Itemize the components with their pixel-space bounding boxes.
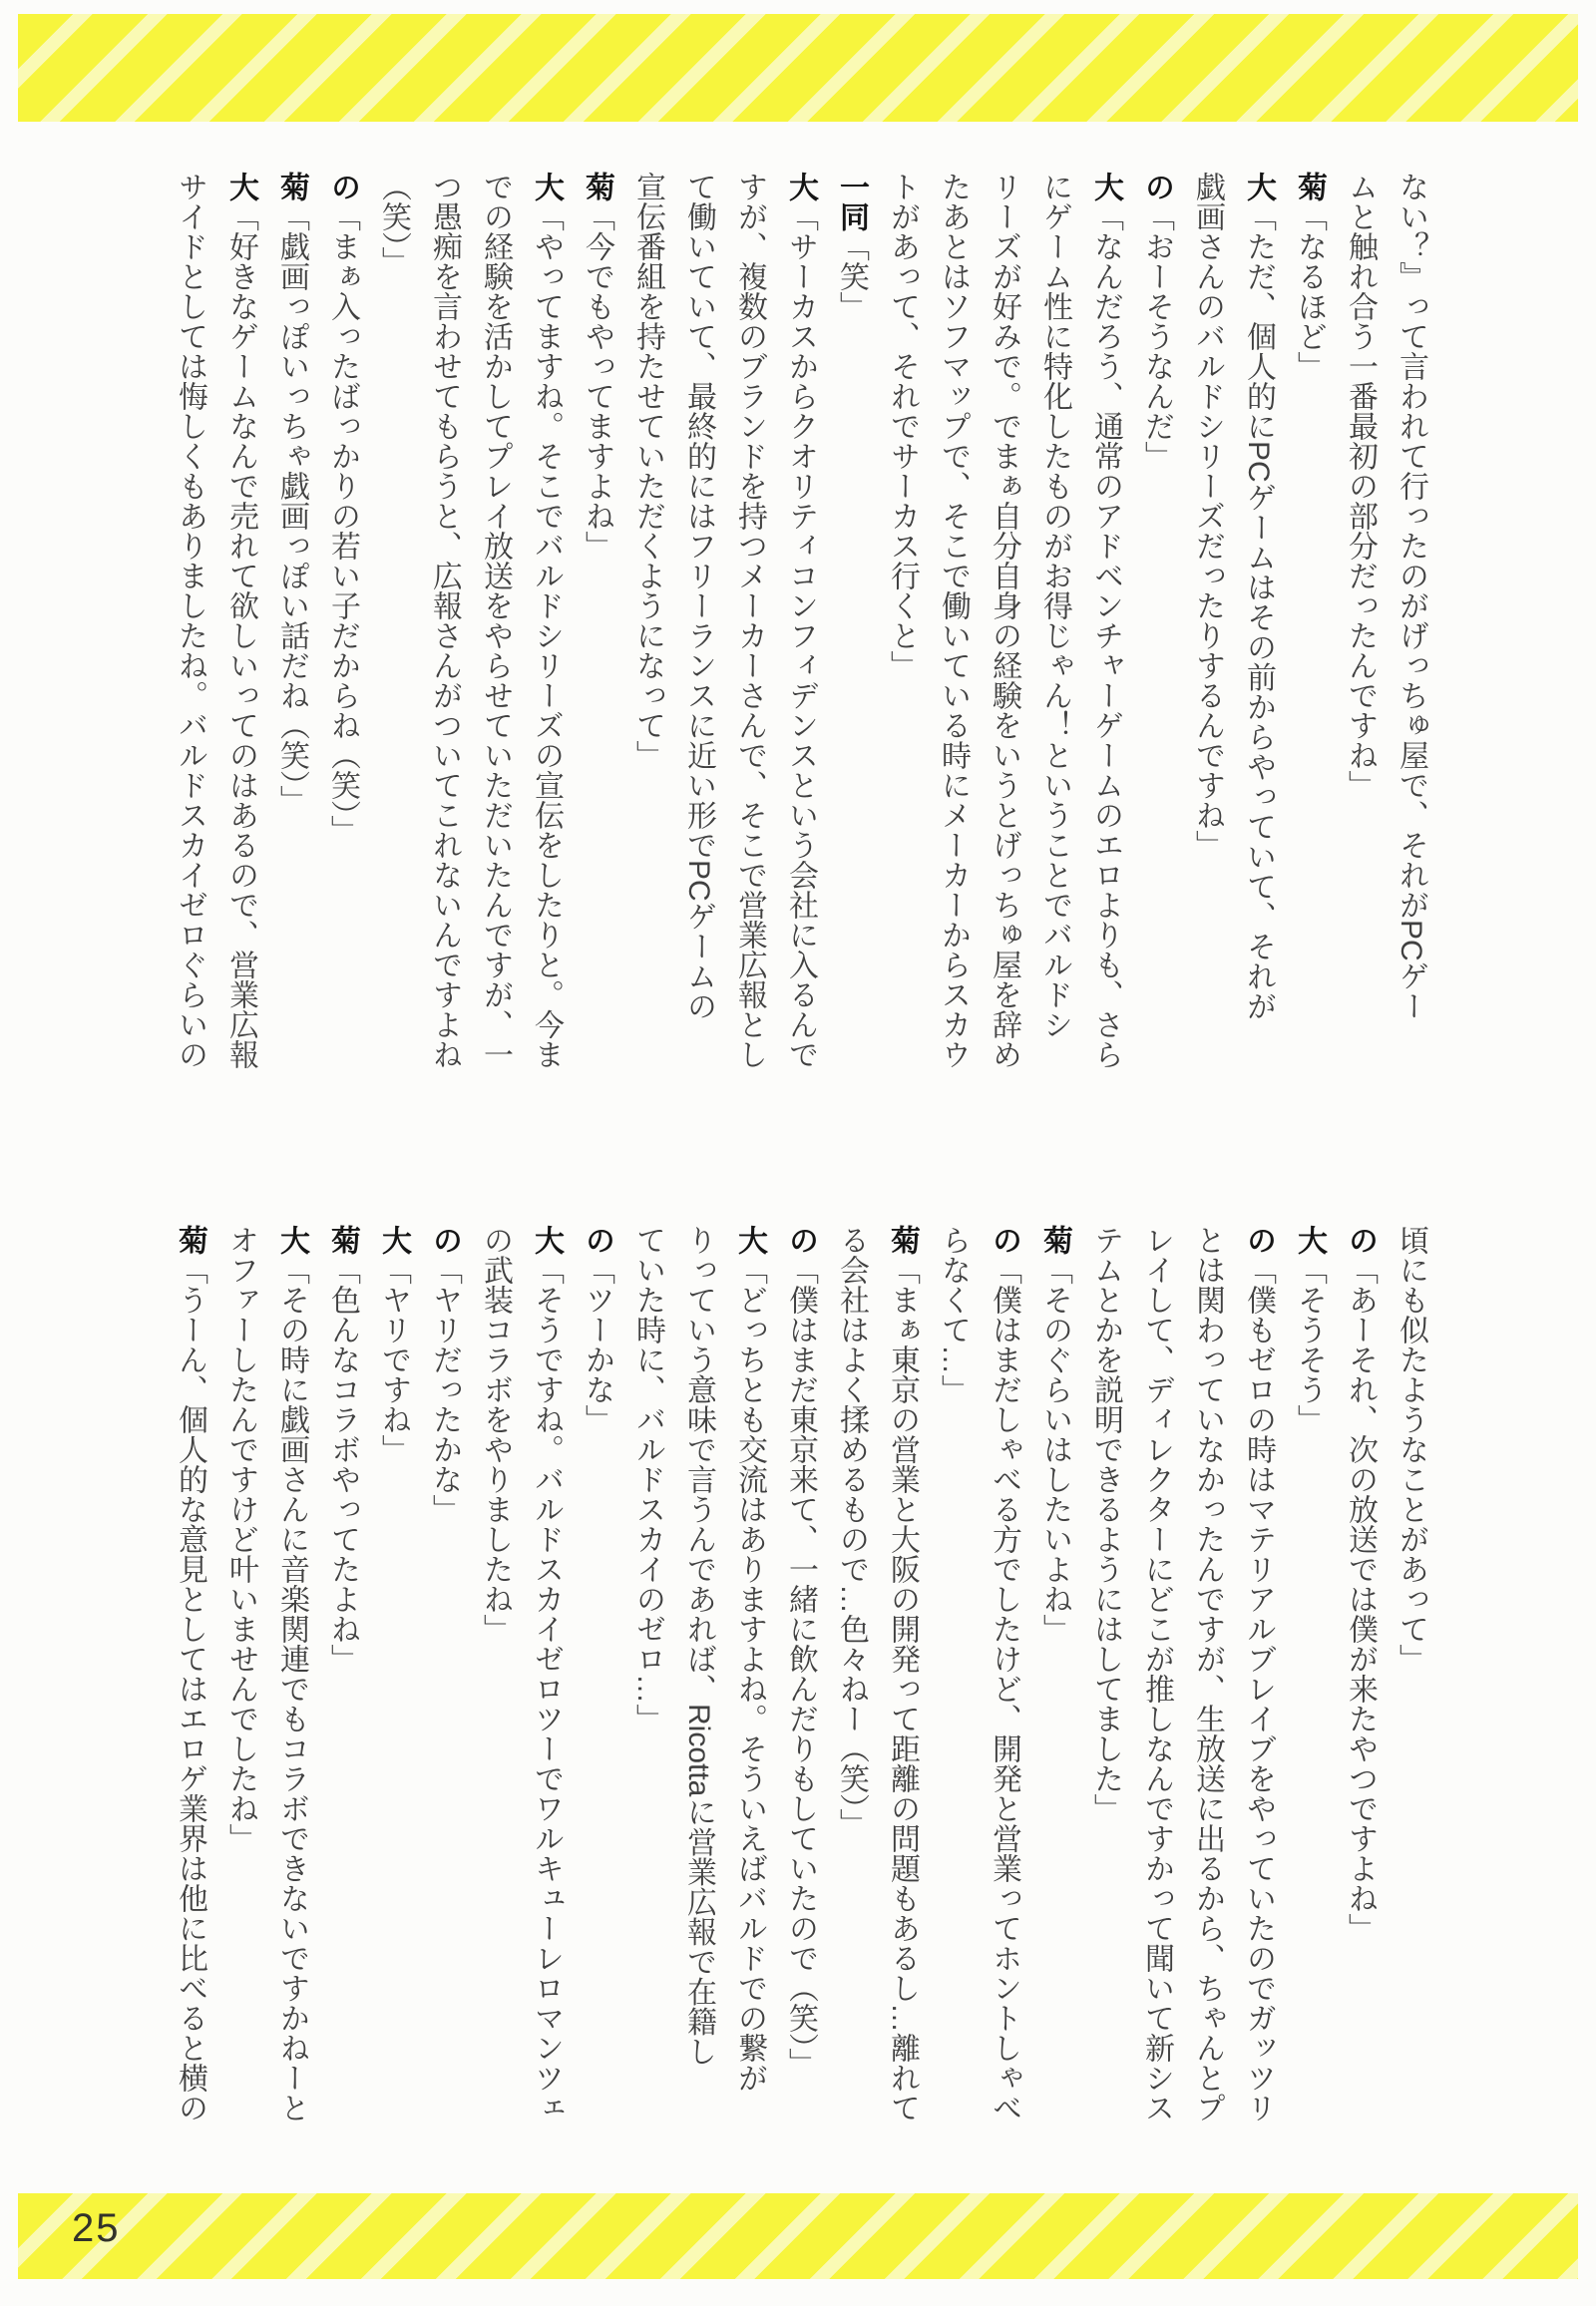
line-text: ていた時に、バルドスカイのゼロ…」 [631, 1225, 664, 1733]
text-line [572, 1225, 622, 2182]
line-text: 「おーそうなんだ」 [1140, 201, 1173, 471]
text-line [215, 1225, 266, 2182]
text-line [266, 172, 317, 1129]
text-line [317, 1225, 368, 2182]
text-line [877, 172, 928, 1129]
line-text: 「ツーかな」 [581, 1255, 613, 1434]
line-text: 「まぁ入ったばっかりの若い子だからね（笑）」 [326, 201, 359, 845]
line-text: 「なるほど」 [1293, 201, 1326, 381]
bottom-stripe-bar [18, 2193, 1578, 2279]
text-line [1233, 172, 1284, 1129]
text-line [521, 172, 572, 1129]
line-text: ムと触れ合う一番最初の部分だったんですね」 [1344, 172, 1377, 800]
text-line [826, 1225, 877, 2182]
line-text: 「そうですね。バルドスカイゼロツーでワルキューレロマンツェ [530, 1255, 563, 2122]
line-text: の武装コラボをやりましたね」 [479, 1225, 512, 1644]
speaker-label: 大 [530, 1225, 563, 1255]
speaker-label: 大 [275, 1225, 308, 1255]
line-text: 「戯画っぽいっちゃ戯画っぽい話だね（笑）」 [275, 201, 308, 815]
text-line [928, 1225, 979, 2182]
interview-text-bottom [165, 1225, 1436, 2182]
text-line [724, 1225, 775, 2182]
text-line [165, 172, 215, 1129]
text-line [215, 172, 266, 1129]
line-text: 「なんだろう、通常のアドベンチャーゲームのエロよりも、さら [1089, 201, 1122, 1069]
speaker-label: 大 [1293, 1225, 1326, 1255]
line-text: 「僕はまだしゃべる方でしたけど、開発と営業ってホントしゃべ [988, 1255, 1020, 2122]
text-line [1080, 1225, 1131, 2182]
speaker-label: の [988, 1225, 1020, 1255]
text-line [1029, 172, 1080, 1129]
speaker-label: 大 [784, 172, 817, 201]
line-text: 「ヤリだったかな」 [428, 1255, 461, 1524]
text-line [368, 1225, 419, 2182]
line-text: ない？』って言われて行ったのがげっちゅ屋で、それがPCゲー [1395, 172, 1427, 1021]
text-line [979, 172, 1029, 1129]
speaker-label: 菊 [174, 1225, 206, 1255]
speaker-label: 大 [733, 1225, 766, 1255]
speaker-label: 大 [1089, 172, 1122, 201]
text-line [1335, 1225, 1386, 2182]
speaker-label: の [1344, 1225, 1377, 1255]
text-line [1335, 172, 1386, 1129]
line-text: 「サーカスからクオリティコンフィデンスという会社に入るんで [784, 201, 817, 1069]
text-line [572, 172, 622, 1129]
text-line [470, 1225, 521, 2182]
line-text: リーズが好みで。でまぁ自分自身の経験をいうとげっちゅ屋を辞め [988, 172, 1020, 1069]
line-text: て働いていて、最終的にはフリーランスに近い形でPCゲームの [682, 172, 715, 1021]
line-text: （笑）」 [377, 172, 410, 276]
line-text: 「今でもやってますよね」 [581, 201, 613, 561]
line-text: 「そうそう」 [1293, 1255, 1326, 1434]
line-text: 「僕もゼロの時はマテリアルブレイブをやっていたのでガッツリ [1242, 1255, 1275, 2122]
line-text: つ愚痴を言わせてもらうと、広報さんがついてこれないんですよね [428, 172, 461, 1069]
line-text: 宣伝番組を持たせていただくようになって」 [631, 172, 664, 770]
line-text: 戯画さんのバルドシリーズだったりするんですね」 [1191, 172, 1224, 860]
line-text: らなくて…」 [937, 1225, 970, 1404]
line-text: での経験を活かしてプレイ放送をやらせていただいたんですが、一 [479, 172, 512, 1069]
line-text: 頃にも似たようなことがあって」 [1395, 1225, 1427, 1674]
line-text: 「あーそれ、次の放送では僕が来たやつですよね」 [1344, 1255, 1377, 1943]
line-text: トがあって、それでサーカス行くと」 [886, 172, 919, 680]
line-text: 「ただ、個人的にPCゲームはその前からやっていて、それが [1242, 201, 1275, 1021]
text-line [775, 1225, 826, 2182]
text-line [521, 1225, 572, 2182]
speaker-label: の [581, 1225, 613, 1255]
text-line [1284, 1225, 1335, 2182]
line-text: 「ヤリですね」 [377, 1255, 410, 1464]
text-line [266, 1225, 317, 2182]
text-line [1131, 1225, 1182, 2182]
text-line [368, 172, 419, 1129]
line-text: 「そのぐらいはしたいよね」 [1038, 1255, 1071, 1644]
text-line [419, 1225, 470, 2182]
speaker-label: 菊 [1293, 172, 1326, 201]
line-text: 「僕はまだ東京来て、一緒に飲んだりもしていたので（笑）」 [784, 1255, 817, 2078]
speaker-label: 菊 [581, 172, 613, 201]
speaker-label: の [784, 1225, 817, 1255]
text-line [1080, 172, 1131, 1129]
speaker-label: 菊 [326, 1225, 359, 1255]
line-text: にゲーム性に特化したものがお得じゃん！ということでバルドシ [1038, 172, 1071, 1039]
text-line [622, 1225, 673, 2182]
interview-text-top [165, 172, 1436, 1129]
page-number: 25 [72, 2206, 121, 2250]
line-text: 「うーん、個人的な意見としてはエロゲ業界は他に比べると横の [174, 1255, 206, 2122]
line-text: レイして、ディレクターにどこが推しなんですかって聞いて新シス [1140, 1225, 1173, 2122]
line-text: サイドとしては悔しくもありましたね。バルドスカイゼロぐらいの [174, 172, 206, 1069]
text-line [1131, 172, 1182, 1129]
text-line [979, 1225, 1029, 2182]
text-line [622, 172, 673, 1129]
speaker-label: 一同 [835, 172, 868, 231]
text-line [877, 1225, 928, 2182]
speaker-label: の [1242, 1225, 1275, 1255]
text-line [1233, 1225, 1284, 2182]
speaker-label: 大 [530, 172, 563, 201]
line-text: とは関わっていなかったんですが、生放送に出るから、ちゃんとプ [1191, 1225, 1224, 2122]
line-text: 「笑」 [835, 231, 868, 321]
line-text: 「その時に戯画さんに音楽関連でもコラボできないですかねーと [275, 1255, 308, 2122]
speaker-label: 大 [1242, 172, 1275, 201]
text-line [165, 1225, 215, 2182]
line-text: 「色んなコラボやってたよね」 [326, 1255, 359, 1674]
text-line [724, 172, 775, 1129]
speaker-label: の [428, 1225, 461, 1255]
speaker-label: の [1140, 172, 1173, 201]
text-line [775, 172, 826, 1129]
line-text: 「どっちとも交流はありますよね。そういえばバルドでの繋が [733, 1255, 766, 2093]
line-text: る会社はよく揉めるもので…色々ねー（笑）」 [835, 1225, 868, 1838]
line-text: 「やってますね。そこでバルドシリーズの宣伝をしたりと。今ま [530, 201, 563, 1069]
line-text: テムとかを説明できるようにはしてました」 [1089, 1225, 1122, 1823]
text-line [419, 172, 470, 1129]
text-line [317, 172, 368, 1129]
text-line [1182, 172, 1233, 1129]
text-line [673, 1225, 724, 2182]
text-line [1029, 1225, 1080, 2182]
text-line [1284, 172, 1335, 1129]
text-line [1386, 172, 1436, 1129]
line-text: たあとはソフマップで、そこで働いている時にメーカーからスカウ [937, 172, 970, 1069]
line-text: りっていう意味で言うんであれば、Ricottaに営業広報で在籍し [682, 1225, 715, 2067]
text-line [1182, 1225, 1233, 2182]
line-text: オファーしたんですけど叶いませんでしたね」 [224, 1225, 257, 1853]
speaker-label: 大 [224, 172, 257, 201]
speaker-label: 菊 [886, 1225, 919, 1255]
line-text: すが、複数のブランドを持つメーカーさんで、そこで営業広報とし [733, 172, 766, 1069]
line-text: 「まぁ東京の営業と大阪の開発って距離の問題もあるし…離れて [886, 1255, 919, 2122]
speaker-label: の [326, 172, 359, 201]
text-line [826, 172, 877, 1129]
speaker-label: 菊 [1038, 1225, 1071, 1255]
text-line [470, 172, 521, 1129]
text-line [928, 172, 979, 1129]
line-text: 「好きなゲームなんで売れて欲しいってのはあるので、営業広報 [224, 201, 257, 1069]
text-line [1386, 1225, 1436, 2182]
text-line [673, 172, 724, 1129]
speaker-label: 大 [377, 1225, 410, 1255]
top-stripe-bar [18, 14, 1578, 122]
speaker-label: 菊 [275, 172, 308, 201]
